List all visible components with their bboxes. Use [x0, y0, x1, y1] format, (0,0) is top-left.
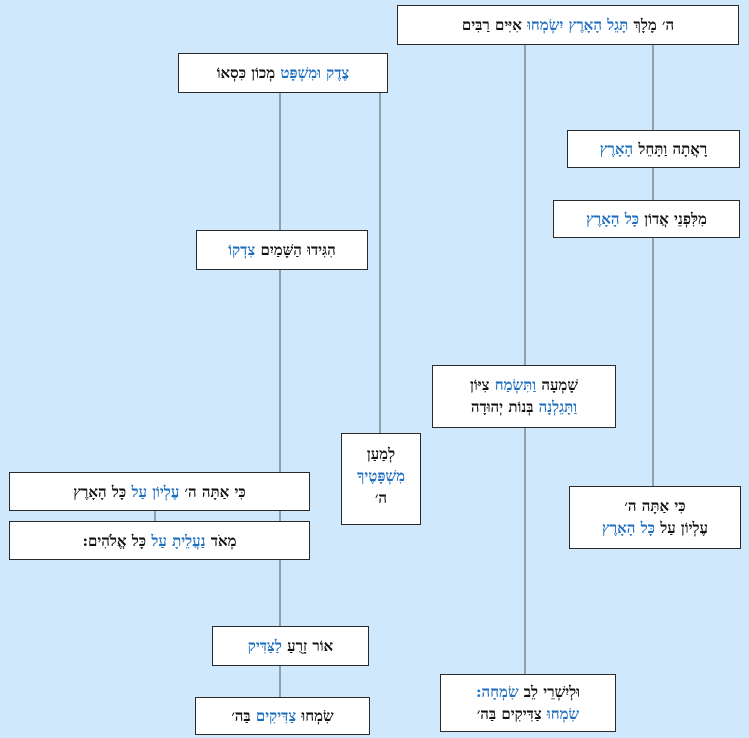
verse-line	[447, 703, 609, 725]
verse-line	[348, 443, 414, 465]
verse-box-5	[196, 230, 368, 270]
highlighted-word: שִׂמְחָה:	[476, 683, 519, 701]
verse-text: הִגִּידוּ הַשָּׁמַיִם	[255, 241, 336, 259]
highlighted-word: יִשְׂמְחוּ	[527, 16, 564, 34]
verse-text: מִלִּפְנֵי אֲדוֹן	[639, 210, 707, 228]
verse-box-6	[432, 365, 616, 428]
verse-text: כִּי אַתָּה ה׳	[624, 497, 686, 515]
verse-text: כָּל אֱלֹהִים:	[82, 532, 152, 550]
highlighted-word: כָּל הָאָרֶץ	[601, 519, 655, 537]
verse-line	[576, 517, 734, 539]
verse-line	[219, 635, 362, 657]
verse-box-3	[567, 130, 740, 168]
highlighted-word: צֶדֶק וּמִשְׁפָּט	[280, 64, 350, 82]
verse-line	[203, 239, 361, 261]
verse-text: צַדִּיקִים בַּה׳	[476, 705, 547, 723]
verse-box-12	[440, 674, 616, 732]
highlighted-word: נַעֲלֵיתָ עַל	[151, 532, 206, 550]
verse-text: לְמַעַן	[366, 445, 396, 463]
highlighted-word: צַדִּיקִים	[255, 707, 297, 725]
verse-text: מְכוֹן כִּסְאוֹ	[216, 64, 281, 82]
verse-text: צִיּוֹן	[470, 376, 495, 394]
verse-line	[404, 14, 732, 36]
verse-line	[202, 705, 363, 727]
verse-text: וּלְיִשְׁרֵי לֵב	[518, 683, 580, 701]
highlighted-word: וַתִּשְׂמַח	[494, 376, 537, 394]
verse-line	[16, 530, 303, 552]
highlighted-word: תָּגֵל הָאָרֶץ	[568, 16, 629, 34]
highlighted-word: וַתָּגֵלְנָה	[538, 398, 578, 416]
highlighted-word: לַצַּדִּיק	[247, 637, 282, 655]
verse-line	[574, 138, 733, 160]
verse-line	[447, 681, 609, 703]
verse-line	[185, 62, 381, 84]
verse-text: מְאֹד	[205, 532, 237, 550]
highlighted-word: הָאָרֶץ	[599, 140, 634, 158]
verse-text: בְּנוֹת יְהוּדָה	[470, 398, 539, 416]
verse-line	[576, 495, 734, 517]
verse-line	[439, 396, 609, 418]
verse-line	[16, 481, 303, 503]
verse-text: ה׳	[374, 489, 388, 507]
verse-text: בַּה׳	[231, 707, 256, 725]
verse-box-11	[212, 626, 369, 666]
verse-line	[439, 374, 609, 396]
highlighted-word: צִדְקוֹ	[228, 241, 256, 259]
verse-text: ה׳ מָלָךְ	[628, 16, 675, 34]
verse-text: שִׂמְחוּ	[296, 707, 334, 725]
highlighted-word: כָּל הָאָרֶץ	[586, 210, 640, 228]
verse-text: אִיִּים רַבִּים	[461, 16, 528, 34]
verse-text: אוֹר זָרֻעַ	[281, 637, 334, 655]
verse-line	[348, 487, 414, 509]
verse-text: שָׁמְעָה	[536, 376, 578, 394]
verse-box-8	[9, 472, 310, 511]
highlighted-word: עֶלְיוֹן עַל	[131, 483, 180, 501]
verse-text: עֶלְיוֹן עַל	[654, 519, 709, 537]
verse-line	[348, 465, 414, 487]
highlighted-word: שִׂמְחוּ	[546, 705, 580, 723]
verse-box-10	[569, 486, 741, 549]
verse-text: כָּל הָאָרֶץ	[73, 483, 132, 501]
highlighted-word: מִשְׁפָּטֶיךָ	[356, 467, 406, 485]
verse-line	[560, 208, 733, 230]
verse-text: רָאֲתָה וַתָּחֵל	[633, 140, 708, 158]
verse-box-13	[195, 697, 370, 735]
verse-text: כִּי אַתָּה ה׳	[179, 483, 246, 501]
verse-box-4	[553, 200, 740, 238]
verse-box-9	[9, 521, 310, 560]
verse-box-1	[397, 5, 739, 45]
verse-box-7	[341, 433, 421, 525]
verse-box-2	[178, 53, 388, 93]
